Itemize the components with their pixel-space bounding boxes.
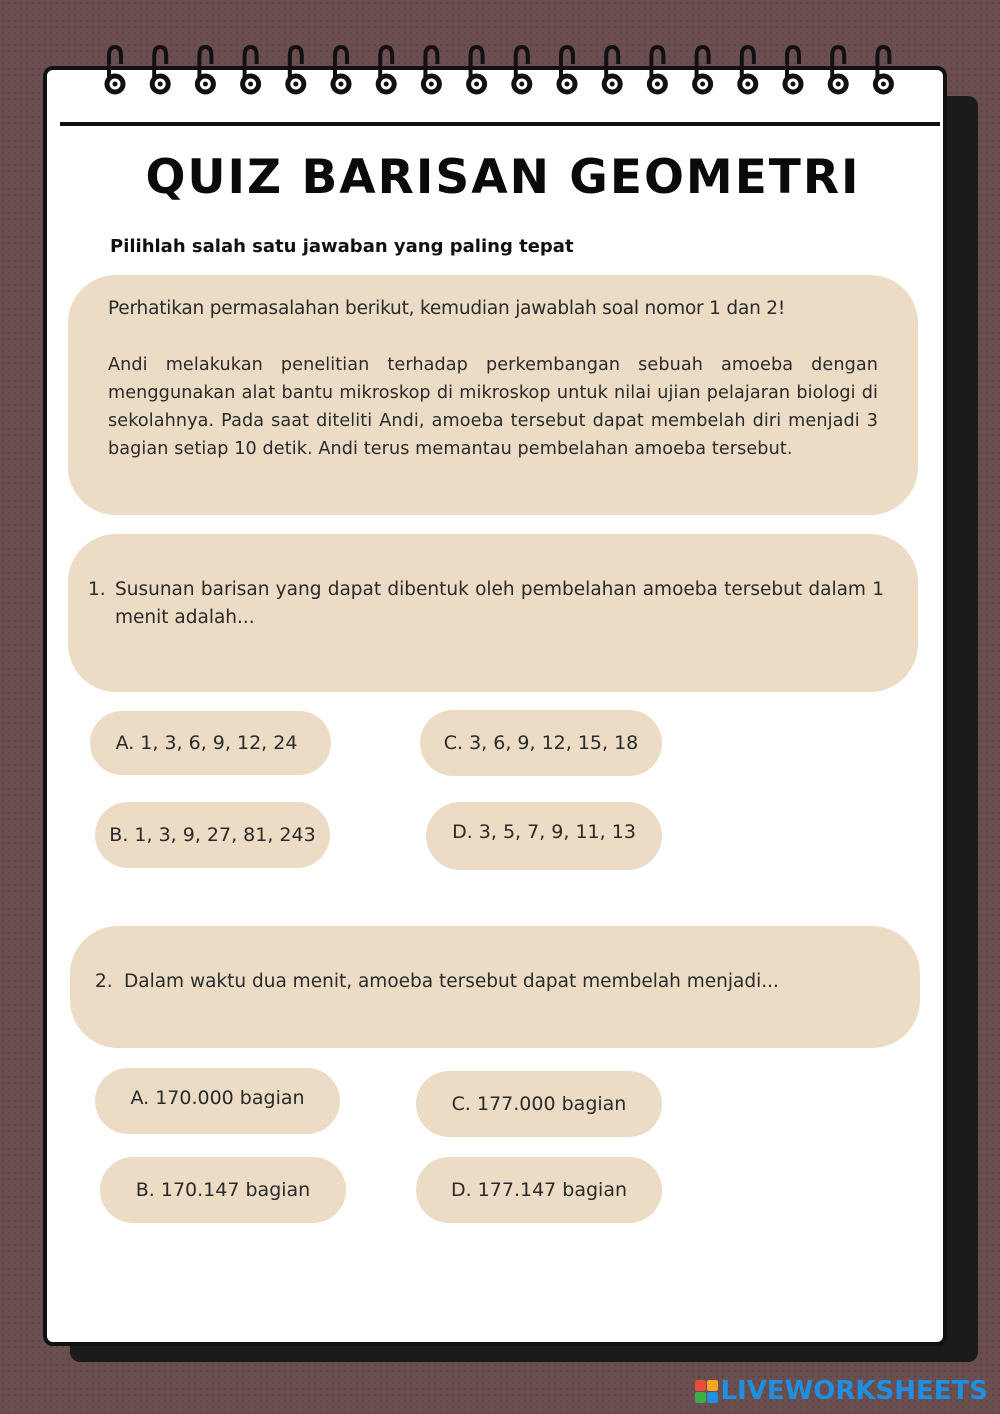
q1-option-a[interactable]: A. 1, 3, 6, 9, 12, 24 [90,711,331,775]
question-text: Susunan barisan yang dapat dibentuk oleh pembelahan amoeba tersebut dalam 1 menit adalah... [115,579,884,628]
passage-story: Andi melakukan penelitian terhadap perkembangan sebuah amoeba dengan menggunakan alat bantu mikroskop di mikroskop untuk nilai ujian pelajaran biologi di sekolahnya. Pada saat diteliti Andi, amoeba tersebut dapat membelah diri menjadi 3 bagian setiap 10 detik. Andi terus memantau pembelahan amoeba tersebut. [108,355,878,459]
passage-card [68,275,918,515]
instruction-text: Pilihlah salah satu jawaban yang paling tepat [110,236,574,257]
question-number: 2. [95,971,113,992]
liveworksheets-watermark [695,1376,988,1406]
q2-option-b[interactable]: B. 170.147 bagian [100,1157,346,1223]
q1-option-c[interactable]: C. 3, 6, 9, 12, 15, 18 [420,710,662,776]
question-number: 1. [88,579,106,600]
q2-option-a[interactable]: A. 170.000 bagian [95,1068,340,1134]
notebook-page [43,66,947,1346]
watermark-text: LIVEWORKSHEETS [720,1376,988,1406]
logo-square [707,1392,718,1403]
logo-square [695,1392,706,1403]
logo-square [695,1380,706,1391]
header-divider [60,122,940,126]
passage-intro: Perhatikan permasalahan berikut, kemudian jawablah soal nomor 1 dan 2! [108,298,786,319]
q2-option-d[interactable]: D. 177.147 bagian [416,1157,662,1223]
question-1-card [68,534,918,692]
page-title: QUIZ BARISAN GEOMETRI [145,150,861,205]
question-2-card [70,926,920,1048]
q1-option-b[interactable]: B. 1, 3, 9, 27, 81, 243 [95,802,330,868]
logo-square [707,1380,718,1391]
q1-option-d[interactable]: D. 3, 5, 7, 9, 11, 13 [426,802,662,870]
liveworksheets-logo-icon [695,1380,718,1403]
question-text: Dalam waktu dua menit, amoeba tersebut dapat membelah menjadi... [124,971,779,992]
q2-option-c[interactable]: C. 177.000 bagian [416,1071,662,1137]
